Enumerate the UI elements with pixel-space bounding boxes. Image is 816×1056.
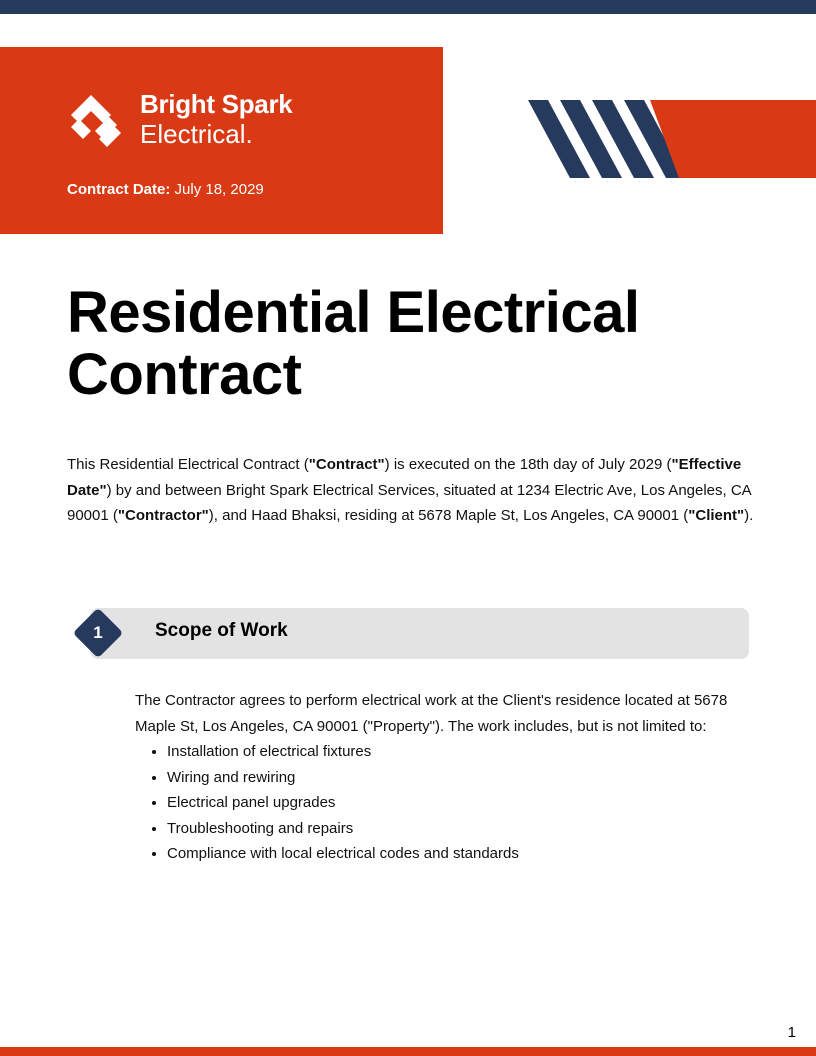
scope-list: [135, 739, 745, 867]
decorative-stripes: [526, 100, 816, 180]
intro-text-3: ) by and between Bright Spark Electrical Services, situated at 1234 Electric Ave, Los Angeles, CA 90001 (: [67, 481, 751, 524]
brand-name-line2: Electrical.: [140, 119, 253, 149]
list-item: • Installation of electrical fixtures: [167, 739, 745, 765]
list-item: • Electrical panel upgrades: [167, 790, 745, 816]
top-accent-bar: [0, 0, 816, 14]
intro-term-client: "Client": [688, 507, 745, 524]
intro-text-4: ), and Haad Bhaksi, residing at 5678 Maple St, Los Angeles, CA 90001 (: [208, 507, 689, 524]
page-title: Residential Electrical Contract: [67, 280, 640, 407]
intro-term-contract: "Contract": [308, 456, 385, 473]
header-block: [0, 47, 443, 234]
section-title: Scope of Work: [155, 620, 288, 641]
list-item: • Troubleshooting and repairs: [167, 816, 745, 842]
contract-date-label: Contract Date:: [67, 181, 171, 198]
intro-term-effective-date: "Effective Date": [67, 456, 742, 499]
brand-name-line1: Bright Spark: [140, 89, 293, 119]
bottom-accent-bar: [0, 1047, 816, 1056]
page-number: 1: [787, 1024, 796, 1041]
intro-term-contractor: "Contractor": [117, 507, 209, 524]
section-number-badge: [75, 610, 121, 656]
intro-paragraph: [67, 452, 757, 529]
list-item: • Wiring and rewiring: [167, 765, 745, 791]
section-body-text: The Contractor agrees to perform electrical work at the Client's residence located at 5678 Maple St, Los Angeles, CA 90001 ("Property"). The work includes, but is not limited to:: [135, 692, 728, 735]
intro-text-5: ).: [744, 507, 754, 524]
section-number: 1: [93, 623, 103, 642]
intro-text-2: ) is executed on the 18th day of July 2029 (: [384, 456, 672, 473]
contract-date: [67, 181, 264, 198]
section-body: [135, 688, 745, 867]
diamond-chevron-logo-icon: [69, 93, 125, 149]
intro-text-1: This Residential Electrical Contract (: [67, 456, 309, 473]
contract-date-value: July 18, 2029: [174, 181, 264, 198]
list-item: • Compliance with local electrical codes and standards: [167, 841, 745, 867]
brand-name: [140, 89, 292, 149]
